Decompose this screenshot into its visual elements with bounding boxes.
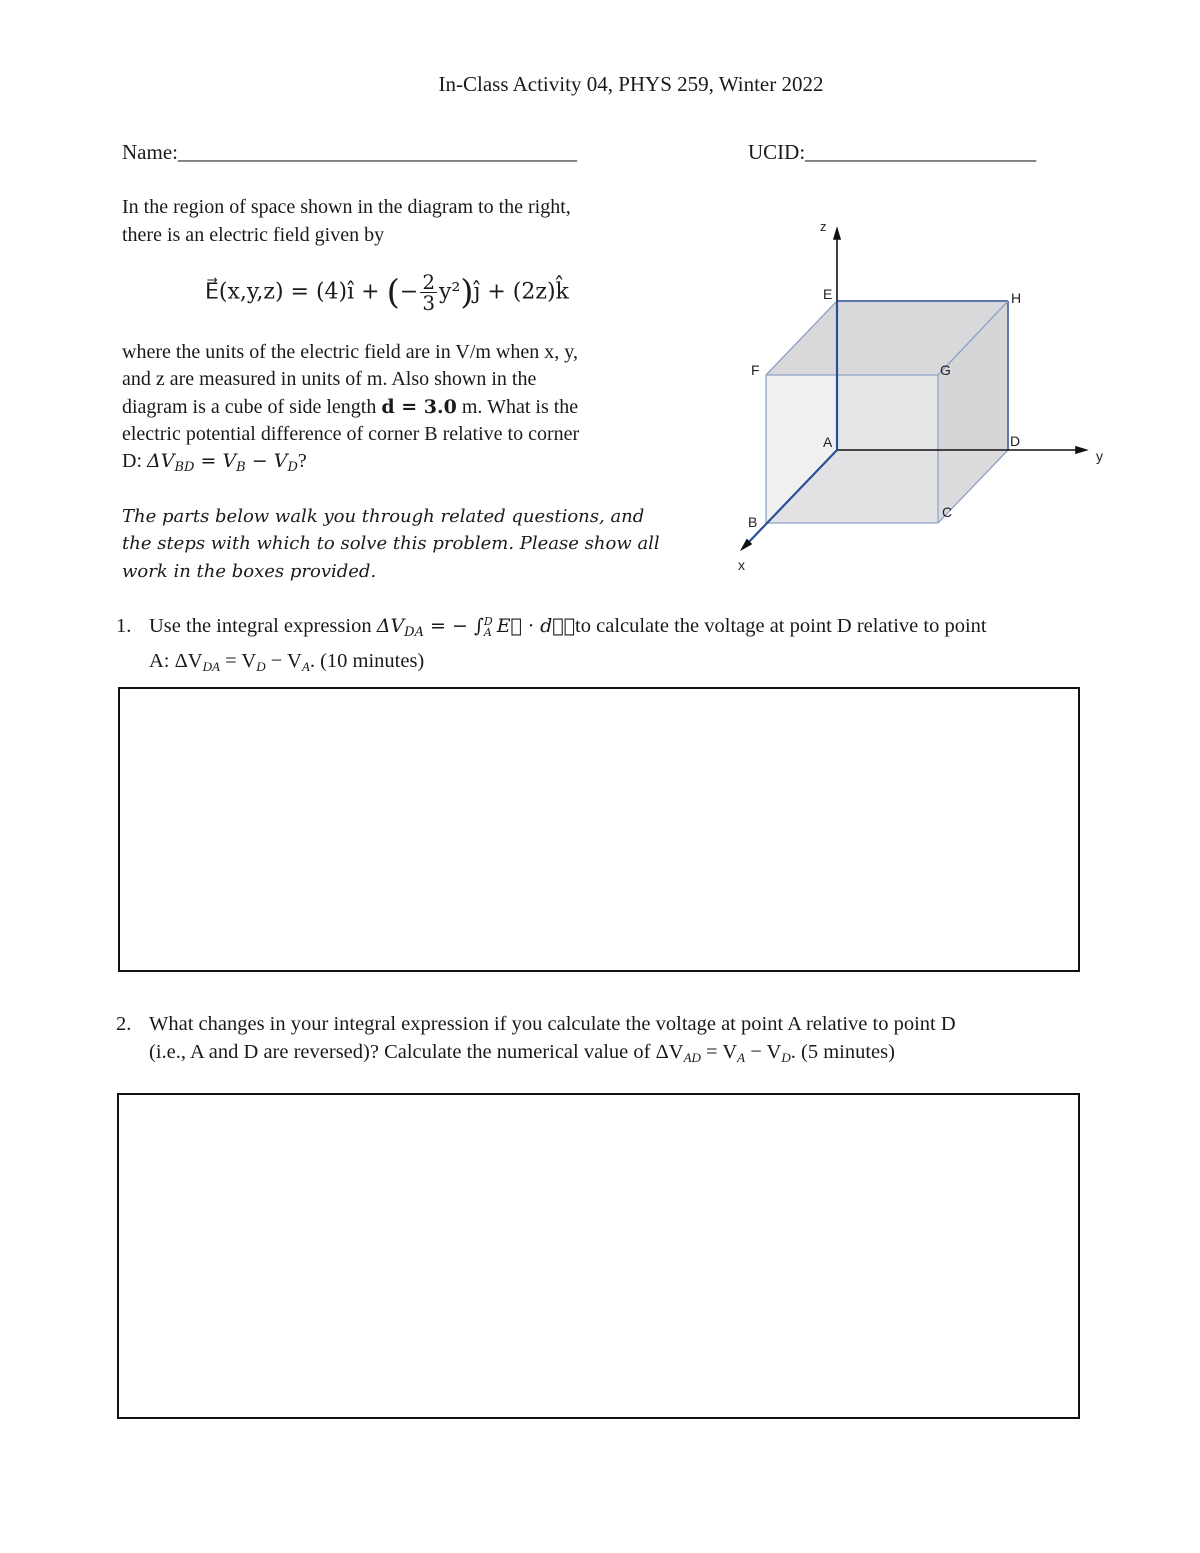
side-length: d = 3.0 bbox=[381, 395, 457, 418]
question-1-line-2: A: $\Delta V_{DA} = V_D - V_A$. (10 minutes) bbox=[149, 650, 425, 674]
question-2-line-2: (i.e., A and D are reversed)? Calculate the numerical value of $\Delta V_{AD} = V_A - V_D$. (5 minutes) bbox=[149, 1041, 895, 1065]
corner-label-e: E bbox=[823, 286, 833, 302]
name-field[interactable] bbox=[122, 140, 577, 165]
equation-lhs: E⃗(x,y,z) = (4)î + bbox=[205, 279, 380, 305]
equation-middle: y² bbox=[439, 279, 461, 305]
intro-paragraph bbox=[122, 194, 694, 249]
problem-paragraph bbox=[122, 339, 682, 481]
note-line-1: The parts below walk you through related questions, and bbox=[122, 506, 645, 527]
open-paren: ( bbox=[386, 272, 400, 313]
fraction bbox=[420, 272, 437, 313]
answer-box-1[interactable] bbox=[118, 687, 1080, 972]
corner-label-f: F bbox=[751, 362, 760, 378]
problem-line-5 bbox=[122, 448, 682, 481]
question-2-text bbox=[149, 1010, 1089, 1072]
intro-line-1: In the region of space shown in the diagram to the right, bbox=[122, 196, 571, 218]
problem-line-3a: diagram is a cube of side length bbox=[122, 395, 377, 418]
note-line-3: work in the boxes provided. bbox=[122, 560, 377, 582]
y-arrowhead bbox=[1076, 447, 1086, 453]
problem-line-4: electric potential difference of corner B relative to corner bbox=[122, 422, 580, 445]
name-label: Name: bbox=[122, 140, 178, 164]
question-2-number: 2. bbox=[116, 1013, 132, 1035]
question-mark: ? bbox=[297, 450, 307, 473]
problem-line-3 bbox=[122, 394, 682, 421]
q1-integral: $\Delta V_{DA}$ = − ∫ D A E⃗ · dℓ⃗ bbox=[376, 615, 576, 640]
problem-line-3b: m. What is the bbox=[461, 395, 579, 418]
q1-intro: Use the integral expression bbox=[149, 615, 372, 637]
ucid-blank[interactable]: ______________________ bbox=[805, 140, 1037, 164]
cube-diagram bbox=[730, 215, 1120, 580]
corner-label-c: C bbox=[942, 504, 953, 520]
delta-v-bd: $\Delta V_{BD} = V_B - V_D$ bbox=[147, 450, 298, 476]
problem-line-2: and z are measured in units of m. Also shown in the bbox=[122, 368, 537, 391]
axis-label-y: y bbox=[1096, 448, 1103, 464]
fraction-denominator: 3 bbox=[422, 291, 436, 315]
page-title: In-Class Activity 04, PHYS 259, Winter 2022 bbox=[438, 72, 824, 96]
question-1-line-1 bbox=[149, 612, 1089, 647]
minus-sign: − bbox=[399, 279, 419, 305]
question-2-line-1: What changes in your integral expression if you calculate the voltage at point A relative to point D bbox=[149, 1013, 956, 1035]
note-line-2: the steps with which to solve this problem. Please show all bbox=[122, 533, 660, 555]
close-paren: ) bbox=[460, 272, 474, 313]
cube-front-face bbox=[766, 375, 938, 523]
corner-label-g: G bbox=[940, 362, 951, 378]
question-1-text bbox=[149, 612, 1089, 681]
corner-label-h: H bbox=[1011, 290, 1022, 306]
ucid-label: UCID: bbox=[748, 140, 806, 164]
corner-label-d: D bbox=[1010, 433, 1021, 449]
intro-line-2: there is an electric field given by bbox=[122, 223, 385, 246]
corner-label-b: B bbox=[748, 514, 758, 530]
problem-line-1: where the units of the electric field are in V/m when x, y, bbox=[122, 341, 578, 363]
instructions-note bbox=[122, 503, 692, 585]
fraction-numerator: 2 bbox=[422, 270, 436, 294]
equation-rhs: ĵ + (2z)k̂ bbox=[473, 279, 569, 305]
question-1-number: 1. bbox=[116, 615, 132, 637]
q1-rest: to calculate the voltage at point D relative to point bbox=[575, 615, 987, 637]
field-equation bbox=[205, 272, 569, 313]
axis-label-z: z bbox=[820, 219, 827, 234]
axis-label-x: x bbox=[738, 557, 745, 573]
answer-box-2[interactable] bbox=[117, 1093, 1080, 1419]
name-blank[interactable]: ______________________________________ bbox=[177, 140, 577, 164]
problem-line-5a: D: bbox=[122, 450, 142, 473]
corner-label-a: A bbox=[823, 434, 833, 450]
z-arrowhead bbox=[834, 229, 840, 239]
ucid-field[interactable] bbox=[748, 140, 1036, 165]
